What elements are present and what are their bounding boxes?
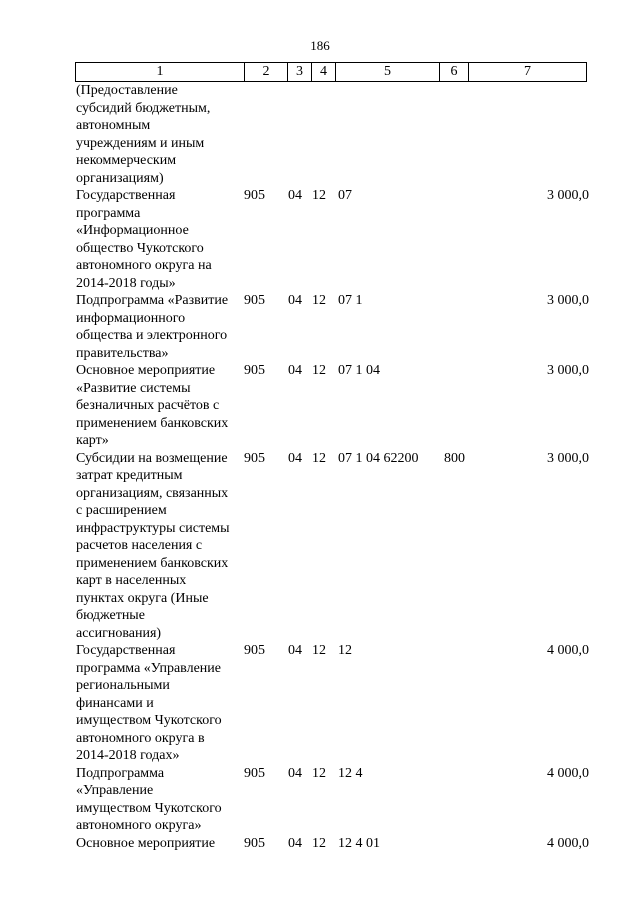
row-name-line: с расширением <box>76 503 167 518</box>
target-article-code: 07 1 04 62200 <box>338 450 419 466</box>
target-article-code: 12 4 <box>338 765 363 781</box>
section-code: 04 <box>288 450 302 466</box>
row-name <box>76 765 244 835</box>
row-name-line: бюджетные <box>76 608 145 623</box>
amount: 3 000,0 <box>547 293 589 308</box>
subsection-code: 12 <box>312 643 326 658</box>
row-name-line: Государственная <box>76 643 176 658</box>
row-name-line: расчетов населения с <box>76 538 203 553</box>
ministry-code: 905 <box>244 765 265 781</box>
ministry-code: 905 <box>244 450 265 466</box>
row-name-line: имуществом Чукотского <box>76 800 222 816</box>
subsection-code: 12 <box>312 450 326 466</box>
row-name <box>76 362 244 450</box>
row-name-line: имуществом Чукотского <box>76 713 222 728</box>
column-header-4: 4 <box>312 63 336 82</box>
row-name-line: организациям, связанных <box>76 485 229 501</box>
column-header-1: 1 <box>76 63 245 82</box>
row-name-line: информационного <box>76 310 186 326</box>
column-header-7: 7 <box>469 63 587 82</box>
row-name-line: субсидий бюджетным, <box>76 100 211 116</box>
table-row <box>0 187 640 292</box>
section-code: 04 <box>288 643 302 658</box>
column-header-2: 2 <box>245 63 288 82</box>
subsection-code: 12 <box>312 835 326 851</box>
row-name-line: организациям) <box>76 170 164 186</box>
row-name-line: пунктах округа (Иные <box>76 590 209 606</box>
table-row <box>0 82 640 187</box>
row-name <box>76 187 244 292</box>
row-name-line: автономного округа» <box>76 818 202 833</box>
section-code: 04 <box>288 363 302 378</box>
row-name-line: 2014-2018 годы» <box>76 275 176 291</box>
table-row <box>0 765 640 835</box>
amount: 4 000,0 <box>547 835 589 851</box>
ministry-code: 905 <box>244 835 265 851</box>
target-article-code: 07 <box>338 188 352 203</box>
target-article-code: 07 1 <box>338 293 363 308</box>
amount: 3 000,0 <box>547 188 589 203</box>
row-name-line: (Предоставление <box>76 83 178 98</box>
target-article-code: 07 1 04 <box>338 363 380 378</box>
expense-type-code: 800 <box>444 450 465 466</box>
row-name-line: 2014-2018 годах» <box>76 748 180 763</box>
amount: 3 000,0 <box>547 363 589 378</box>
section-code: 04 <box>288 765 302 781</box>
ministry-code: 905 <box>244 363 265 378</box>
row-name-line: Государственная <box>76 188 176 203</box>
subsection-code: 12 <box>312 188 326 203</box>
row-name-line: Основное мероприятие <box>76 835 216 851</box>
row-name-line: Субсидии на возмещение <box>76 450 228 466</box>
row-name-line: автономного округа в <box>76 730 205 746</box>
column-header-table <box>75 62 587 82</box>
subsection-code: 12 <box>312 363 326 378</box>
table-row <box>0 450 640 643</box>
section-code: 04 <box>288 293 302 308</box>
table-row <box>0 362 640 450</box>
row-name-line: «Развитие системы <box>76 380 191 396</box>
row-name <box>76 835 244 853</box>
row-name-line: применением банковских <box>76 555 229 571</box>
ministry-code: 905 <box>244 643 265 658</box>
row-name-line: карт в населенных <box>76 573 187 588</box>
row-name-line: применением банковских <box>76 415 229 431</box>
table-row <box>0 835 640 853</box>
target-article-code: 12 <box>338 643 352 658</box>
section-code: 04 <box>288 188 302 203</box>
table-row <box>0 642 640 765</box>
target-article-code: 12 4 01 <box>338 835 380 851</box>
row-name-line: «Управление <box>76 783 154 798</box>
row-name-line: автономного округа на <box>76 258 212 273</box>
page-number: 186 <box>310 38 330 53</box>
subsection-code: 12 <box>312 293 326 308</box>
row-name-line: ассигнования) <box>76 625 162 641</box>
row-name-line: затрат кредитным <box>76 468 183 483</box>
row-name-line: безналичных расчётов с <box>76 398 220 413</box>
row-name-line: карт» <box>76 433 109 448</box>
row-name-line: общества и электронного <box>76 328 228 343</box>
row-name-line: учреждениям и иным <box>76 135 205 151</box>
row-name-line: автономным <box>76 118 151 133</box>
row-name-line: некоммерческим <box>76 153 177 168</box>
row-name-line: Подпрограмма <box>76 765 165 781</box>
column-header-5: 5 <box>336 63 440 82</box>
column-header-6: 6 <box>440 63 469 82</box>
budget-table-body <box>0 82 640 852</box>
row-name-line: Основное мероприятие <box>76 363 216 378</box>
column-header-row <box>76 63 587 82</box>
row-name-line: общество Чукотского <box>76 240 204 256</box>
row-name <box>76 82 244 187</box>
row-name-line: Подпрограмма «Развитие <box>76 293 229 308</box>
amount: 4 000,0 <box>547 765 589 781</box>
ministry-code: 905 <box>244 293 265 308</box>
row-name <box>76 292 244 362</box>
row-name-line: программа «Управление <box>76 660 221 676</box>
amount: 3 000,0 <box>547 450 589 466</box>
column-header-3: 3 <box>288 63 312 82</box>
subsection-code: 12 <box>312 765 326 781</box>
ministry-code: 905 <box>244 188 265 203</box>
row-name <box>76 450 244 643</box>
section-code: 04 <box>288 835 302 851</box>
table-row <box>0 292 640 362</box>
row-name-line: правительства» <box>76 345 169 361</box>
row-name-line: финансами и <box>76 695 154 711</box>
row-name-line: программа <box>76 205 141 221</box>
amount: 4 000,0 <box>547 643 589 658</box>
row-name-line: инфраструктуры системы <box>76 520 230 536</box>
row-name-line: региональными <box>76 678 170 693</box>
row-name-line: «Информационное <box>76 223 189 238</box>
row-name <box>76 642 244 765</box>
